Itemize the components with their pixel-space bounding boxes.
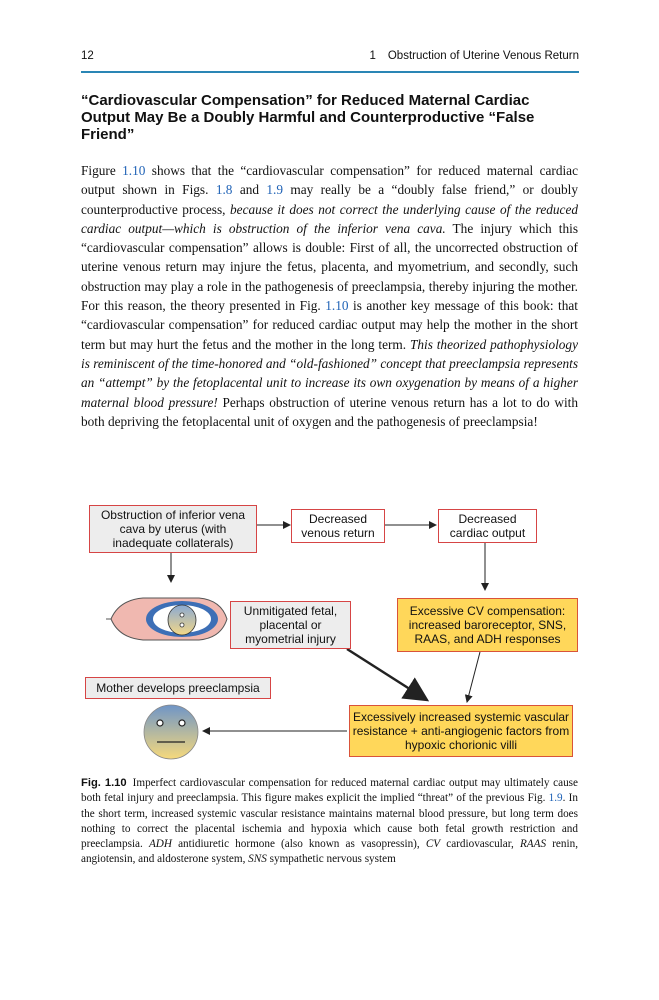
header-rule <box>81 71 579 73</box>
section-title: “Cardiovascular Compensation” for Reduced Maternal Cardiac Output May Be a Doubly Harmful and Counterproductive “False Friend” <box>81 92 535 143</box>
arrow-injury-to-resistance <box>347 649 427 700</box>
box-increased-vascular-resistance: Excessively increased systemic vascular resistance + anti-angiogenic factors from hypoxic chorionic villi <box>349 705 573 757</box>
figure-link[interactable]: 1.10 <box>122 163 146 178</box>
figure-link[interactable]: 1.10 <box>325 298 349 314</box>
figure-link[interactable]: 1.9 <box>548 792 563 805</box>
figure-link[interactable]: 1.9 <box>266 182 284 198</box>
figure-1-10-diagram <box>81 497 581 769</box>
box-decreased-venous-return: Decreased venous return <box>291 509 385 543</box>
box-ivc-obstruction: Obstruction of inferior vena cava by uterus (with inadequate collaterals) <box>89 505 257 553</box>
page-number: 12 <box>81 50 94 62</box>
uterus-icon <box>106 598 227 640</box>
body-paragraph: Figure 1.10 shows that the “cardiovascular compensation” for reduced maternal cardiac output shown in Figs. 1.8 and 1.9 may really be a “doubly false friend,” or doubly counterproductive process, because it does not correct the underlying cause of the reduced cardiac output—which is obstruction of the inferior vena cava. The injury which this “cardiovascular compensation” allows is double: First of all, the uncorrected obstruction of uterine venous return may injure the fetus, placenta, and myometrium, and secondly, such obstruction may play a role in the pathogenesis of preeclampsia, thereby injuring the mother. For this reason, the theory presented in Fig. 1.10 is another key message of this book: that “cardiovascular compensation” for reduced cardiac output may help the mother in the short term but may hurt the fetus and the mother in the long term. This theorized pathophysiology is reminiscent of the time-honored and “old-fashioned” concept that preeclampsia represents an “attempt” by the fetoplacental unit to increase its own oxygenation by means of a higher maternal blood pressure! Perhaps obstruction of uterine venous return has a lot to do with both depriving the fetoplacental unit of oxygen and the pathogenesis of preeclampsia! <box>81 163 578 429</box>
arrow-compensation-to-resistance <box>467 652 480 702</box>
box-unmitigated-injury: Unmitigated fetal, placental or myometrial injury <box>230 601 351 649</box>
chapter-number: 1 <box>369 50 376 62</box>
box-decreased-cardiac-output: Decreased cardiac output <box>438 509 537 543</box>
figure-label: Fig. 1.10 <box>81 777 127 789</box>
figure-link[interactable]: 1.8 <box>215 182 233 198</box>
mother-face-icon <box>144 705 198 759</box>
running-header <box>81 50 579 72</box>
chapter-heading <box>369 50 579 62</box>
box-mother-preeclampsia: Mother develops preeclampsia <box>85 677 271 699</box>
figure-caption: Fig. 1.10 Imperfect cardiovascular compensation for reduced maternal cardiac output may ultimately cause both fetal injury and preeclampsia. This figure makes explicit the implied “threat” of the previous Fig. 1.9. In the short term, increased systemic vascular resistance maintains maternal blood pressure, but long term does nothing to correct the placental ischemia and hypoxia which cause both fetal growth restriction and preeclampsia. ADH antidiuretic hormone (also known as vasopressin), CV cardiovascular, RAAS renin, angiotensin, and aldosterone system, SNS sympathetic nervous system <box>81 777 578 866</box>
box-excessive-cv-compensation: Excessive CV compensation: increased baroreceptor, SNS, RAAS, and ADH responses <box>397 598 578 652</box>
chapter-title: Obstruction of Uterine Venous Return <box>387 50 579 62</box>
